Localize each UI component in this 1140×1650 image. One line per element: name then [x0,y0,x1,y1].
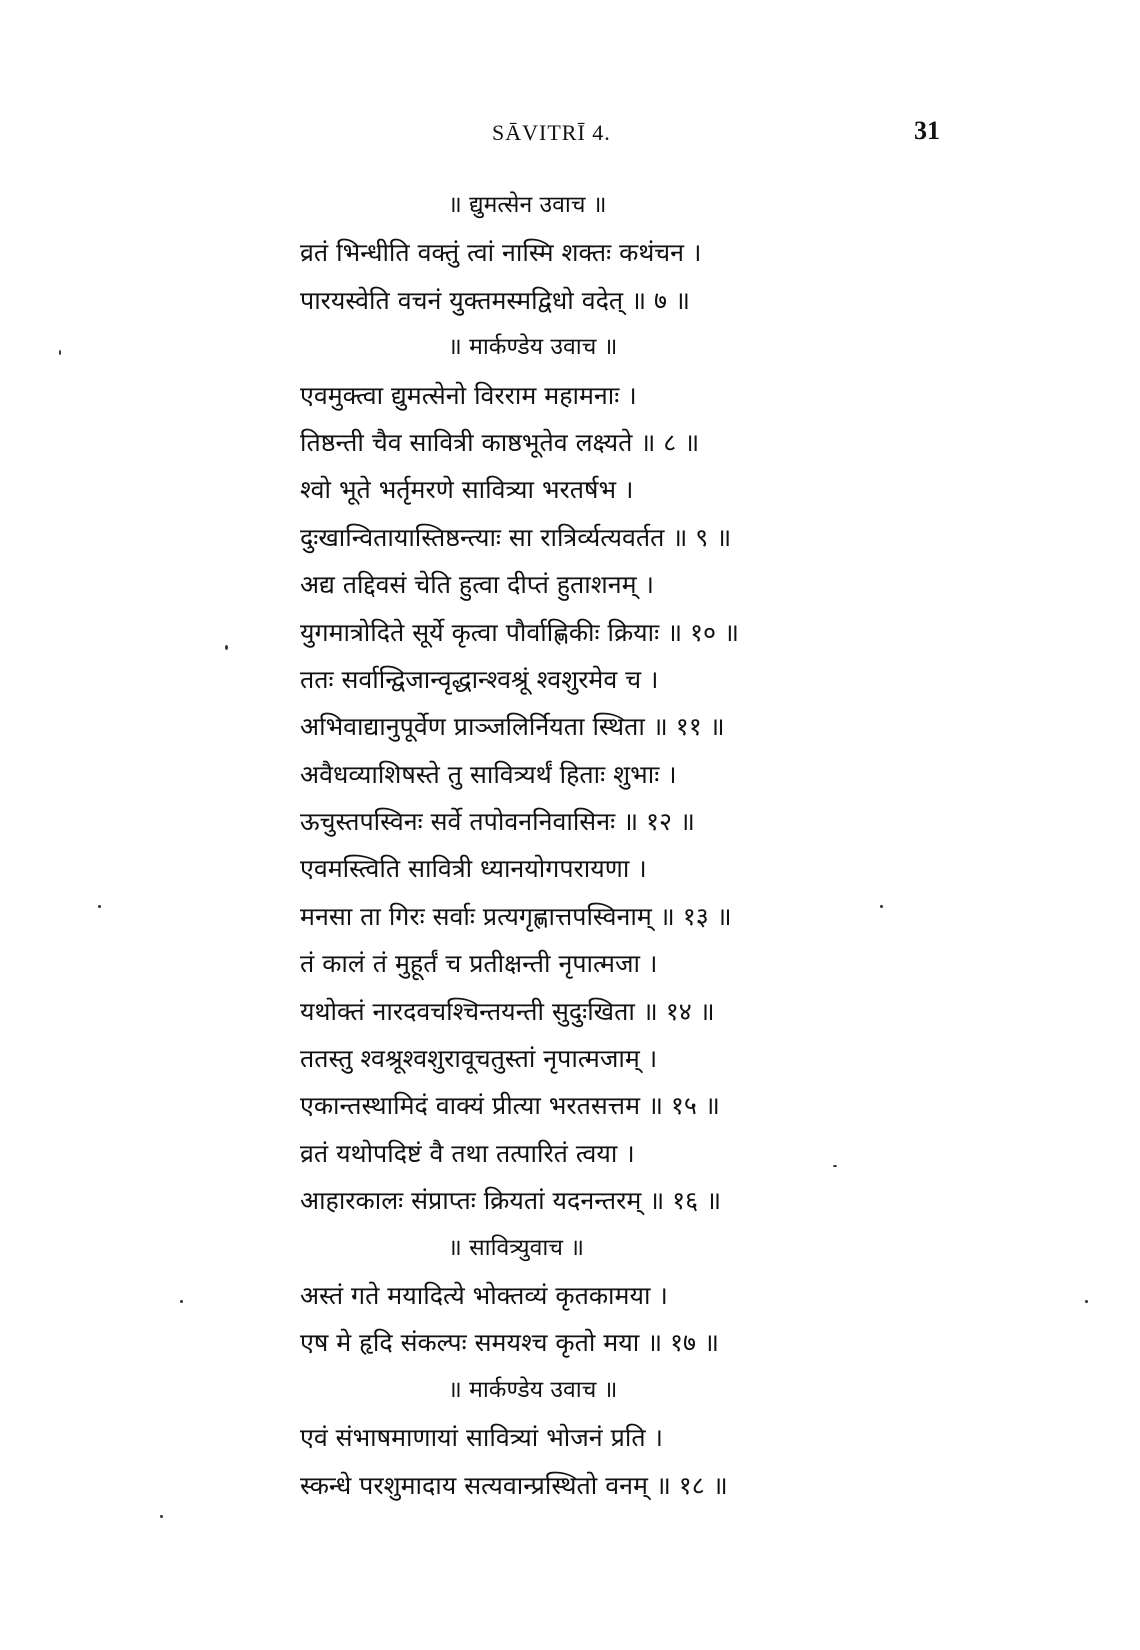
speaker-heading: ॥ सावित्र्युवाच ॥ [448,1234,585,1261]
speaker-heading: ॥ मार्कण्डेय उवाच ॥ [448,1376,618,1403]
verse-line: आहारकालः संप्राप्तः क्रियतां यदनन्तरम् ॥ १६ ॥ [300,1186,722,1216]
page-number: 31 [914,116,940,145]
verse-line: युगमात्रोदिते सूर्ये कृत्वा पौर्वाह्णिकीः क्रियाः ॥ १० ॥ [300,617,739,647]
verse-line: अभिवाद्यानुपूर्वेण प्राञ्जलिर्नियता स्थिता ॥ ११ ॥ [300,712,725,742]
verse-line: व्रतं भिन्धीति वक्तुं त्वां नास्मि शक्तः कथंचन । [300,238,702,268]
scan-speck [225,645,228,650]
scan-speck [880,905,883,908]
verse-line: अस्तं गते मयादित्ये भोक्तव्यं कृतकामया । [300,1280,668,1310]
speaker-heading: ॥ मार्कण्डेय उवाच ॥ [448,334,618,361]
verse-line: श्वो भूते भर्तृमरणे सावित्र्या भरतर्षभ । [300,475,634,505]
verse-line: ततस्तु श्वश्रूश्वशुरावूचतुस्तां नृपात्मजाम् । [300,1044,658,1074]
verse-line: ततः सर्वान्द्विजान्वृद्धान्श्वश्रूं श्वशुरमेव च । [300,664,659,694]
scan-speck [98,905,101,908]
speaker-heading: ॥ द्युमत्सेन उवाच ॥ [448,192,607,218]
running-head: SĀVITRĪ 4. [492,120,611,145]
verse-line: अद्य तद्दिवसं चेति हुत्वा दीप्तं हुताशनम् । [300,570,655,600]
verse-line: पारयस्वेति वचनं युक्तमस्मद्विधो वदेत् ॥ ७ ॥ [300,285,690,315]
verse-line: स्कन्धे परशुमादाय सत्यवान्प्रस्थितो वनम् ॥ १८ ॥ [300,1470,728,1500]
verse-line: व्रतं यथोपदिष्टं वै तथा तत्पारितं त्वया । [300,1138,635,1168]
scan-speck [833,1165,837,1167]
verse-line: एवं संभाषमाणायां सावित्र्यां भोजनं प्रति । [300,1423,663,1453]
verse-line: एवमुक्त्वा द्युमत्सेनो विरराम महामनाः । [300,380,637,410]
verse-line: एवमस्त्विति सावित्री ध्यानयोगपरायणा । [300,854,647,884]
verse-line: अवैधव्याशिषस्ते तु सावित्र्यर्थं हिताः शुभाः । [300,759,677,789]
verse-line: मनसा ता गिरः सर्वाः प्रत्यगृह्णात्तपस्विनाम् ॥ १३ ॥ [300,901,732,931]
scan-speck [160,1515,163,1518]
verse-line: तं कालं तं मुहूर्तं च प्रतीक्षन्ती नृपात्मजा । [300,949,658,979]
scan-speck [180,1300,183,1303]
verse-line: एकान्तस्थामिदं वाक्यं प्रीत्या भरतसत्तम ॥ १५ ॥ [300,1091,720,1121]
verse-line: दुःखान्वितायास्तिष्ठन्त्याः सा रात्रिर्व्यत्यवर्तत ॥ ९ ॥ [300,522,732,552]
verse-line: ऊचुस्तपस्विनः सर्वे तपोवननिवासिनः ॥ १२ ॥ [300,807,695,837]
verse-line: यथोक्तं नारदवचश्चिन्तयन्ती सुदुःखिता ॥ १४ ॥ [300,996,715,1026]
verse-line: तिष्ठन्ती चैव सावित्री काष्ठभूतेव लक्ष्यते ॥ ८ ॥ [300,427,700,457]
page-header [0,112,1140,152]
verse-block [300,182,820,1509]
scan-speck [1085,1300,1088,1303]
verse-line: एष मे हृदि संकल्पः समयश्च कृतो मया ॥ १७ ॥ [300,1328,719,1358]
scan-speck [59,350,61,355]
